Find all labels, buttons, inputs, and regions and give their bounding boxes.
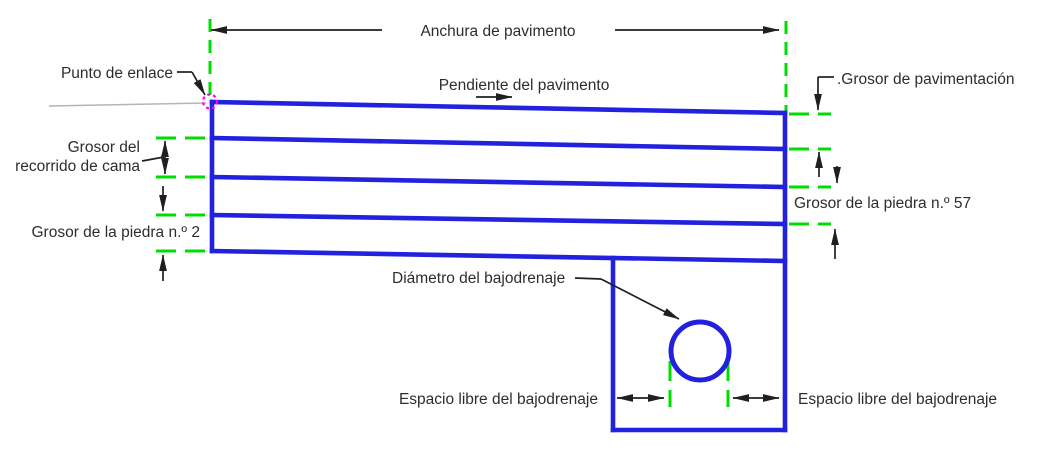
label-pavement-slope: Pendiente del pavimento [438, 77, 610, 94]
label-stone-57-thickness: Grosor de la piedra n.º 57 [794, 195, 972, 212]
label-bedding-course-line1: Grosor del [67, 139, 140, 156]
label-pavement-width: Anchura de pavimento [420, 23, 576, 40]
pavement-bottom-edge [212, 251, 785, 261]
label-underdrain-diameter: Diámetro del bajodrenaje [392, 270, 566, 287]
label-underdrain-clearance-left: Espacio libre del bajodrenaje [398, 391, 598, 408]
diameter-leader-stub [575, 278, 601, 279]
label-tie-point: Punto de enlace [60, 65, 173, 82]
layer-boundary-2 [212, 177, 785, 187]
pavement-top-edge [212, 102, 785, 113]
label-bedding-course-line2: recorrido de cama [15, 158, 140, 175]
underdrain-pipe-circle [671, 322, 729, 380]
bedding-leader-stub [142, 157, 164, 161]
existing-surface-line [49, 103, 206, 106]
pavement-structure [212, 102, 785, 430]
label-paving-thickness: .Grosor de pavimentación [837, 71, 1015, 88]
layer-boundary-1 [212, 138, 785, 149]
tie-point-leader-arrow [192, 72, 205, 95]
label-underdrain-clearance-right: Espacio libre del bajodrenaje [798, 391, 998, 408]
label-stone-2-thickness: Grosor de la piedra n.º 2 [31, 224, 200, 241]
layer-boundary-3 [212, 215, 785, 224]
